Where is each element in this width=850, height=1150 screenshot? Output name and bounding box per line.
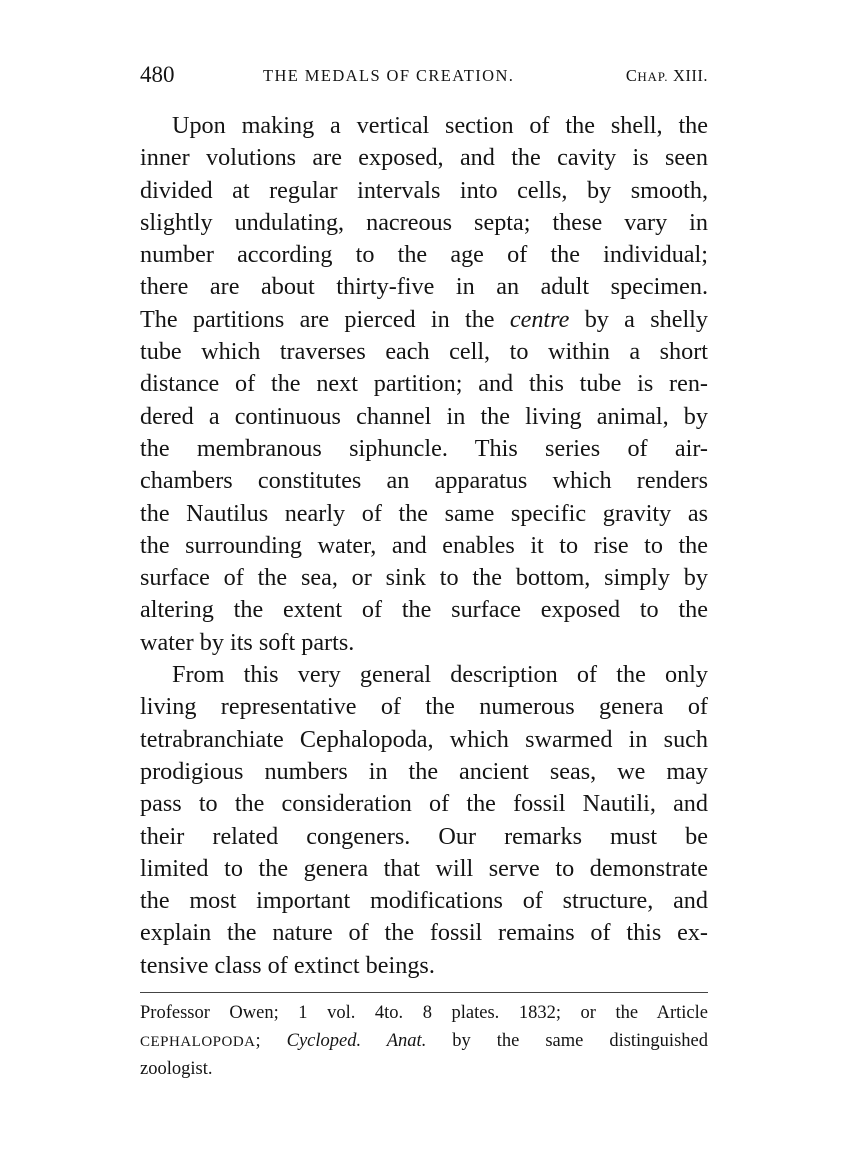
- text-line: surface of the sea, or sink to the bottom, simply by: [140, 564, 708, 592]
- chapter-prefix: C: [625, 66, 638, 85]
- text-line: their related congeners. Our remarks must be: [140, 822, 708, 850]
- text-line: the surrounding water, and enables it to rise to the: [140, 531, 708, 559]
- small-caps-term: CEPHALOPODA: [140, 1034, 256, 1050]
- text-line: divided at regular intervals into cells, by smooth,: [140, 176, 708, 204]
- text-line: tensive class of extinct beings.: [140, 951, 435, 979]
- body-text: [140, 110, 708, 982]
- text-line: slightly undulating, nacreous septa; these vary in: [140, 208, 708, 236]
- text-line: the most important modifications of structure, and: [140, 887, 708, 915]
- italic-word: centre: [509, 305, 570, 333]
- italic-citation: Cycloped. Anat.: [286, 1031, 427, 1051]
- chapter-small: HAP.: [637, 69, 669, 84]
- text-line: tetrabranchiate Cephalopoda, which swarmed in such: [140, 725, 708, 753]
- text-line: the membranous siphuncle. This series of air-: [140, 434, 708, 462]
- text-line: dered a continuous channel in the living animal, by: [140, 402, 708, 430]
- chapter-label: [626, 63, 708, 90]
- running-title: THE MEDALS OF CREATION.: [263, 66, 515, 85]
- page-number: 480: [140, 62, 175, 87]
- text-line: there are about thirty-five in an adult specimen.: [140, 273, 708, 301]
- text-run: by the same distinguished: [426, 1031, 708, 1051]
- text-line: explain the nature of the fossil remains of this ex-: [140, 919, 708, 947]
- text-line: the Nautilus nearly of the same specific gravity as: [140, 499, 708, 527]
- text-line: distance of the next partition; and this tube is ren-: [140, 370, 708, 398]
- text-line: prodigious numbers in the ancient seas, we may: [140, 757, 708, 785]
- text-run: ;: [255, 1031, 287, 1051]
- footnote-line: [140, 1027, 708, 1055]
- text-line: water by its soft parts.: [140, 628, 355, 656]
- text-line: pass to the consideration of the fossil Nautili, and: [140, 790, 708, 818]
- running-head: [140, 60, 708, 90]
- text-run: by a shelly: [569, 305, 708, 333]
- text-run: The partitions are pierced in the: [140, 305, 510, 333]
- chapter-number: XIII.: [668, 66, 708, 85]
- text-line: tube which traverses each cell, to within a short: [140, 338, 708, 366]
- footnote-line: Professor Owen; 1 vol. 4to. 8 plates. 1832; or the Article: [140, 1003, 708, 1023]
- text-line: altering the extent of the surface exposed to the: [140, 596, 708, 624]
- footnote-rule: [140, 992, 708, 993]
- text-line: Upon making a vertical section of the shell, the: [172, 112, 708, 139]
- text-line: chambers constitutes an apparatus which renders: [140, 467, 708, 495]
- text-line: [140, 304, 708, 336]
- footnote: [140, 999, 708, 1083]
- text-line: From this very general description of the only: [172, 661, 708, 689]
- text-line: living representative of the numerous genera of: [140, 693, 708, 721]
- text-line: limited to the genera that will serve to demonstrate: [140, 854, 708, 882]
- text-line: inner volutions are exposed, and the cavity is seen: [140, 144, 708, 172]
- text-line: number according to the age of the individual;: [140, 241, 708, 269]
- footnote-line: zoologist.: [140, 1059, 213, 1079]
